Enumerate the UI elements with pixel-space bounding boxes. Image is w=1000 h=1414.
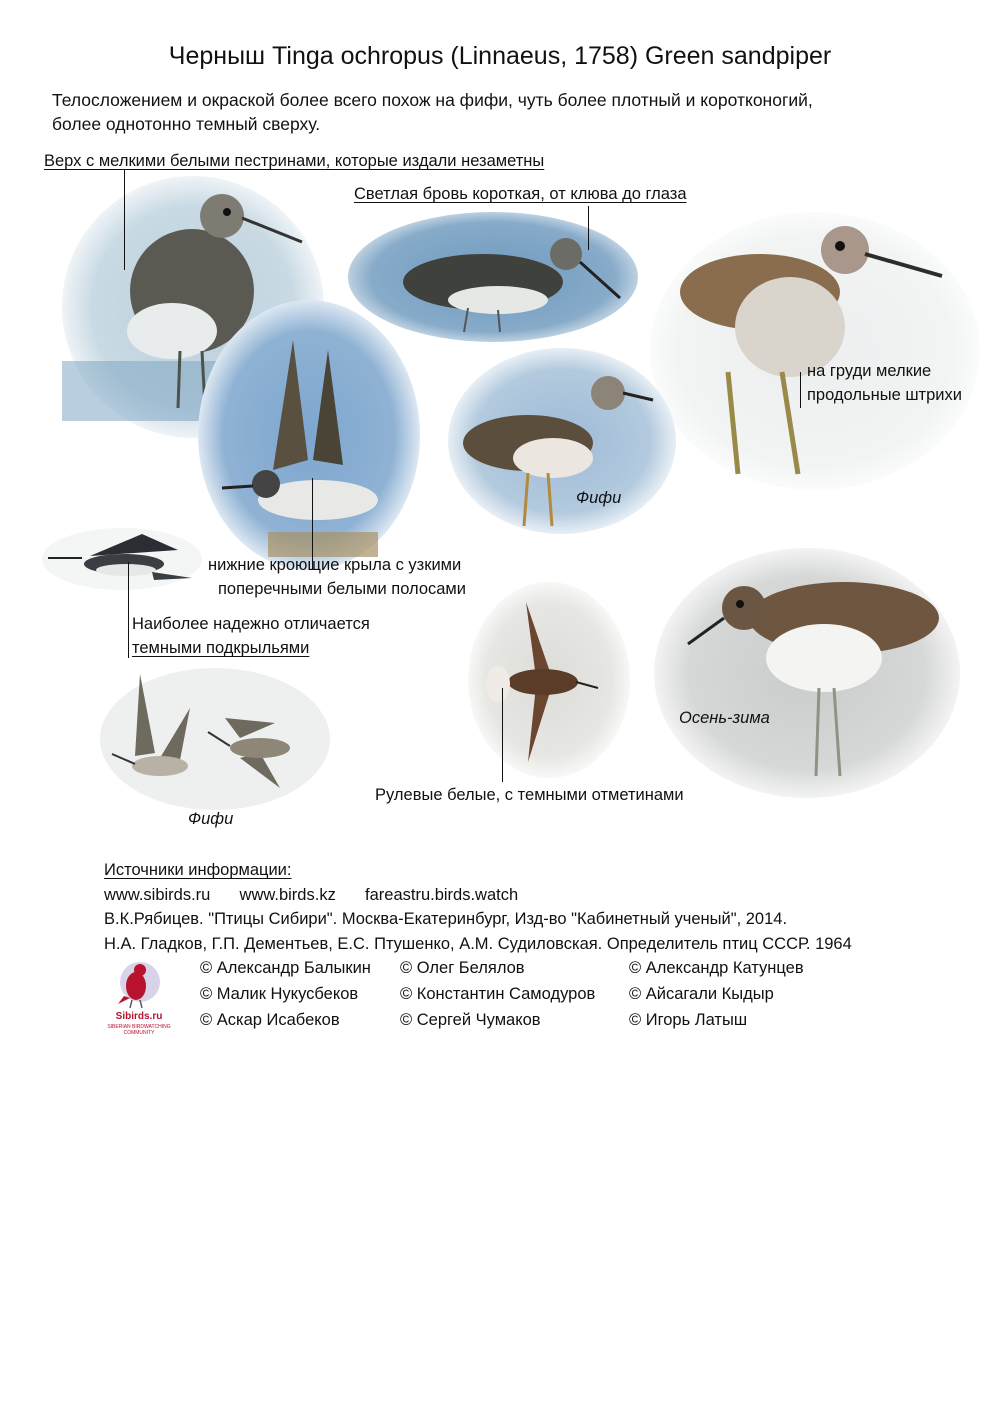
photo-fifi-flying-pair xyxy=(100,668,330,810)
pointer-tail xyxy=(502,688,503,782)
credit-item: © Малик Нукусбеков xyxy=(200,985,359,1003)
credit-item: © Игорь Латыш xyxy=(629,1011,748,1029)
credits-col-1 xyxy=(200,955,371,1033)
credit-item: © Сергей Чумаков xyxy=(400,1011,541,1029)
source-site-link[interactable]: fareastru.birds.watch xyxy=(365,885,519,904)
label-breast-2: продольные штрихи xyxy=(807,386,962,404)
label-underwing-2: поперечными белыми полосами xyxy=(218,580,466,598)
photo-flying-dark-underwing xyxy=(42,528,202,590)
label-fifi-1: Фифи xyxy=(576,489,622,507)
label-dark-underwing-1: Наиболее надежно отличается xyxy=(132,615,370,633)
page-title: Черныш Tinga ochropus (Linnaeus, 1758) Green sandpiper xyxy=(168,42,832,70)
logo-tagline-1: SIBERIAN BIRDWATCHING xyxy=(107,1024,171,1030)
sources-block xyxy=(104,858,852,956)
logo-tagline-2: COMMUNITY xyxy=(123,1030,155,1036)
credit-item: © Константин Самодуров xyxy=(400,985,596,1003)
photo-fifi-standing xyxy=(448,348,676,534)
label-fifi-2: Фифи xyxy=(188,810,234,828)
source-site-link[interactable]: www.birds.kz xyxy=(239,885,336,904)
credit-item: © Александр Катунцев xyxy=(629,959,804,977)
intro-text xyxy=(52,88,932,136)
label-tail: Рулевые белые, с темными отметинами xyxy=(375,786,684,804)
pointer-breast xyxy=(800,372,801,408)
credit-item: © Александр Балыкин xyxy=(200,959,371,977)
pointer-eyebrow xyxy=(588,206,589,250)
sibirds-logo xyxy=(104,958,174,1038)
label-dark-underwing-2: темными подкрыльями xyxy=(132,639,310,657)
label-autumn-winter: Осень-зима xyxy=(679,709,770,727)
photo-flying-wings-up xyxy=(198,300,420,570)
source-site-link[interactable]: www.sibirds.ru xyxy=(104,885,211,904)
sources-heading: Источники информации: xyxy=(104,861,292,879)
credit-item: © Аскар Исабеков xyxy=(200,1011,340,1029)
label-breast-1: на груди мелкие xyxy=(807,362,932,380)
credit-item: © Айсагали Кыдыр xyxy=(629,985,774,1003)
credits-col-2 xyxy=(400,955,595,1033)
logo-name: Sibirds.ru xyxy=(115,1011,163,1022)
credits-col-3 xyxy=(629,955,804,1033)
credit-item: © Олег Белялов xyxy=(400,959,525,977)
photo-streaked-breast xyxy=(650,212,980,490)
pointer-dark-underwing xyxy=(128,562,129,658)
photo-autumn-winter xyxy=(654,548,960,798)
intro-line-1: Телосложением и окраской более всего похож на фифи, чуть более плотный и коротконогий, xyxy=(52,90,813,110)
label-eyebrow: Светлая бровь короткая, от клюва до глаза xyxy=(354,185,687,203)
label-underwing-1: нижние кроющие крыла с узкими xyxy=(208,556,462,574)
sources-sites xyxy=(104,883,852,908)
source-book-2: Н.А. Гладков, Г.П. Дементьев, Е.С. Птушенко, А.М. Судиловская. Определитель птиц СССР. 1964 xyxy=(104,934,852,953)
label-upperparts: Верх с мелкими белыми пестринами, которые издали незаметны xyxy=(44,152,545,170)
pointer-upperparts xyxy=(124,170,125,270)
source-book-1: В.К.Рябицев. "Птицы Сибири". Москва-Екатеринбург, Изд-во "Кабинетный ученый", 2014. xyxy=(104,910,788,928)
photo-flying-tail xyxy=(468,582,630,778)
intro-line-2: более однотонно темный сверху. xyxy=(52,114,321,134)
